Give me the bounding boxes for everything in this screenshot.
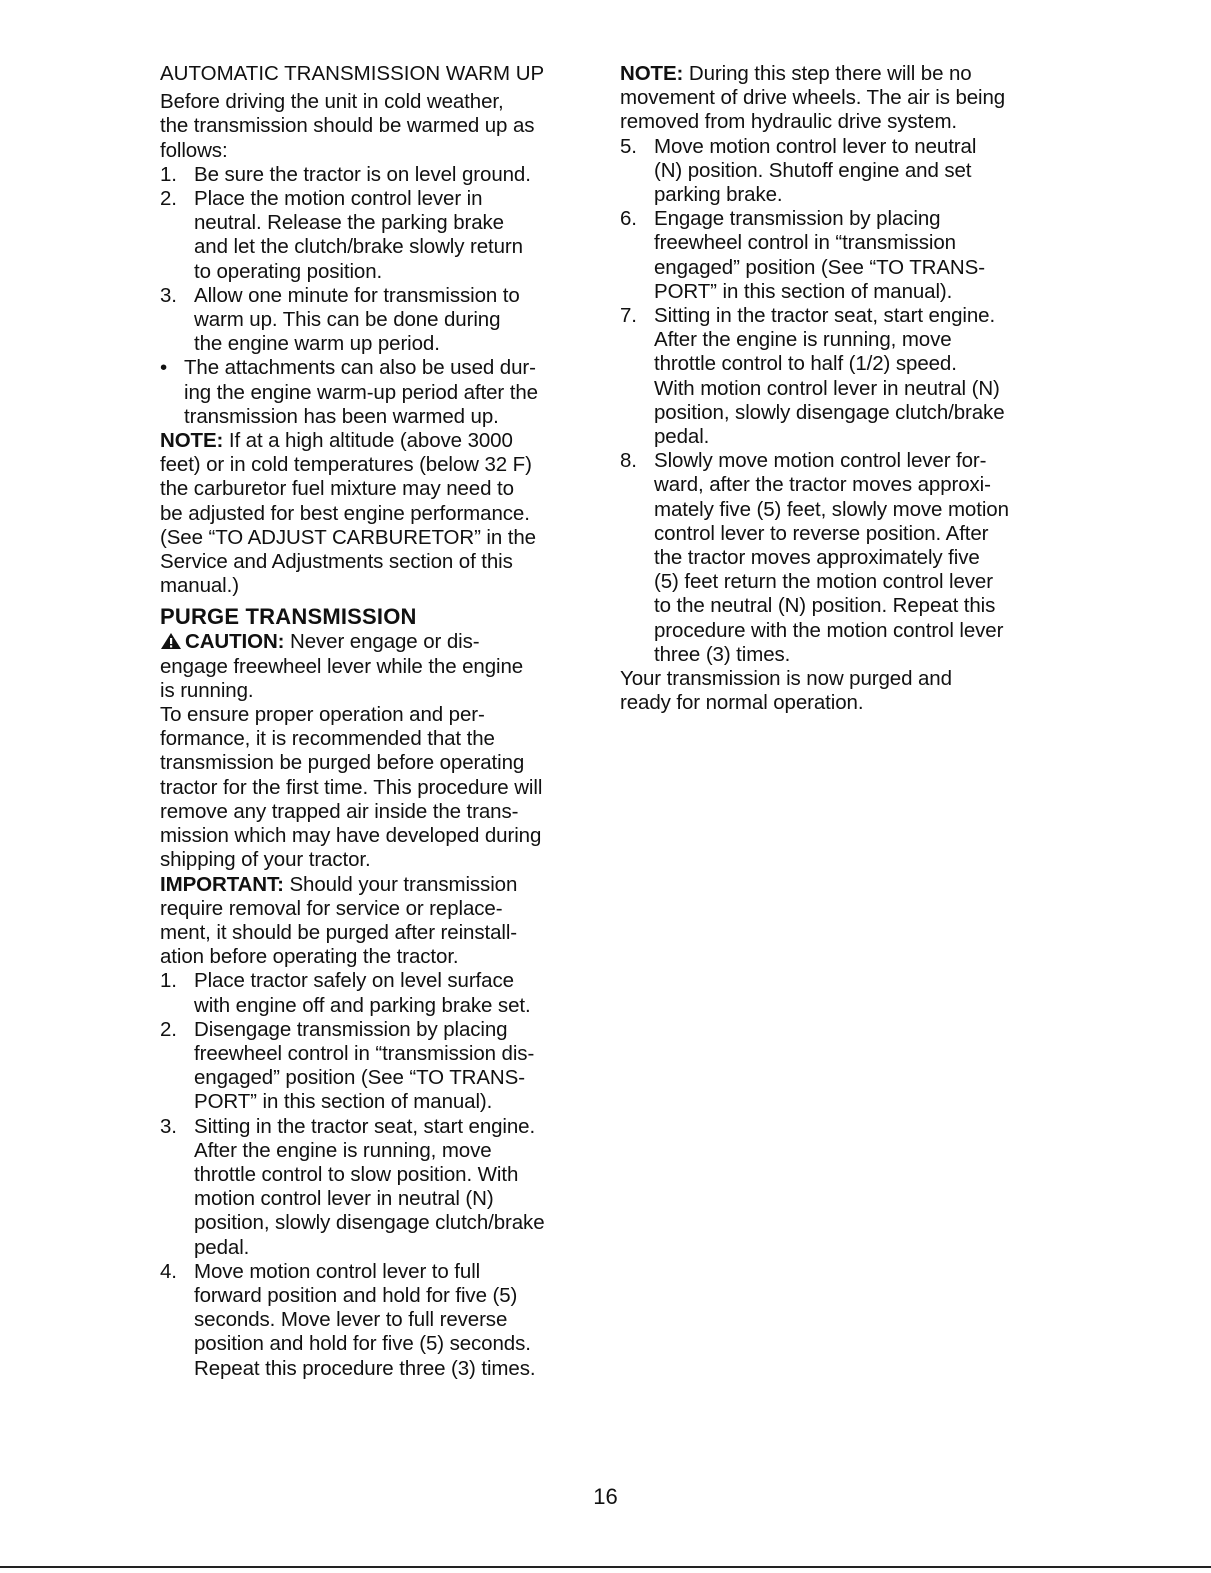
warmup-bullet xyxy=(160,356,590,429)
caution-block xyxy=(160,630,590,703)
step-number: 3. xyxy=(160,1114,177,1138)
purge-intro-line: remove any trapped air inside the trans- xyxy=(160,799,519,823)
step-line: position and hold for five (5) seconds. xyxy=(194,1332,531,1356)
warmup-title: AUTOMATIC TRANSMISSION WARM UP xyxy=(160,62,545,85)
caution-line: engage freewheel lever while the engine xyxy=(160,654,524,678)
purge-step-1 xyxy=(160,969,590,1017)
step-line: the tractor moves approximately five xyxy=(654,546,980,570)
step-line: PORT” in this section of manual). xyxy=(654,279,953,303)
step-line: After the engine is running, move xyxy=(654,328,952,352)
right-column xyxy=(620,62,1060,715)
step-line: freewheel control in “transmission xyxy=(654,231,956,255)
step-line: Be sure the tractor is on level ground. xyxy=(194,162,531,186)
note-line: Service and Adjustments section of this xyxy=(160,550,513,574)
note-text: If at a high altitude (above 3000 xyxy=(223,429,513,453)
note-first-line xyxy=(160,429,590,453)
step-line: (5) feet return the motion control lever xyxy=(654,570,993,594)
important-first-line xyxy=(160,873,590,897)
important-line: ation before operating the tractor. xyxy=(160,945,459,969)
purge-intro xyxy=(160,703,590,872)
step-line: with engine off and parking brake set. xyxy=(194,993,531,1017)
step-line: Slowly move motion control lever for- xyxy=(654,449,987,473)
caution-first-line xyxy=(160,630,590,654)
step-number: 1. xyxy=(160,162,177,186)
caution-text: Never engage or dis- xyxy=(284,630,480,654)
step-line: After the engine is running, move xyxy=(194,1138,492,1162)
warmup-intro-line: Before driving the unit in cold weather, xyxy=(160,90,504,114)
step-line: forward position and hold for five (5) xyxy=(194,1283,518,1307)
step-line: control lever to reverse position. After xyxy=(654,521,989,545)
caution-line: is running. xyxy=(160,678,254,702)
note-line: feet) or in cold temperatures (below 32 F) xyxy=(160,453,532,477)
step-line: parking brake. xyxy=(654,183,783,207)
note-line: (See “TO ADJUST CARBURETOR” in the xyxy=(160,525,536,549)
purge-step-2 xyxy=(160,1018,590,1115)
note-label: NOTE: xyxy=(620,62,684,85)
note-line: the carburetor fuel mixture may need to xyxy=(160,477,514,501)
step-line: three (3) times. xyxy=(654,642,791,666)
note-text: During this step there will be no xyxy=(683,62,972,85)
step-line: position, slowly disengage clutch/brake xyxy=(654,400,1005,424)
purge-intro-line: formance, it is recommended that the xyxy=(160,727,495,751)
closing-text xyxy=(620,667,1060,715)
step-line: (N) position. Shutoff engine and set xyxy=(654,158,972,182)
step-line: Allow one minute for transmission to xyxy=(194,283,520,307)
important-line: require removal for service or replace- xyxy=(160,896,503,920)
purge-intro-line: mission which may have developed during xyxy=(160,824,542,848)
step-line: Repeat this procedure three (3) times. xyxy=(194,1356,536,1380)
step-line: Place tractor safely on level surface xyxy=(194,969,514,993)
note-line: be adjusted for best engine performance. xyxy=(160,501,530,525)
note-line: removed from hydraulic drive system. xyxy=(620,110,958,134)
step-line: neutral. Release the parking brake xyxy=(194,211,504,235)
note-first-line xyxy=(620,62,1060,86)
important-line: ment, it should be purged after reinstall- xyxy=(160,920,518,944)
warmup-step-2 xyxy=(160,187,590,284)
note-label: NOTE: xyxy=(160,429,224,453)
step-line: With motion control lever in neutral (N) xyxy=(654,376,1000,400)
note-line: manual.) xyxy=(160,574,239,598)
step-line: freewheel control in “transmission dis- xyxy=(194,1041,535,1065)
closing-line: ready for normal operation. xyxy=(620,691,864,715)
step-line: motion control lever in neutral (N) xyxy=(194,1187,494,1211)
warning-triangle-icon xyxy=(160,632,182,650)
step-line: Sitting in the tractor seat, start engine. xyxy=(654,304,996,328)
step-line: engaged” position (See “TO TRANS- xyxy=(194,1066,525,1090)
closing-line: Your transmission is now purged and xyxy=(620,667,952,691)
purge-intro-line: transmission be purged before operating xyxy=(160,751,525,775)
step-line: Move motion control lever to neutral xyxy=(654,134,977,158)
purge-step-5 xyxy=(620,135,1060,208)
step-line: throttle control to half (1/2) speed. xyxy=(654,352,957,376)
note-no-movement xyxy=(620,62,1060,135)
purge-title: PURGE TRANSMISSION xyxy=(160,604,417,630)
caution-label: CAUTION: xyxy=(185,630,285,654)
purge-step-3 xyxy=(160,1115,590,1260)
warmup-intro-line: follows: xyxy=(160,138,228,162)
important-label: IMPORTANT: xyxy=(160,872,284,896)
important-text: Should your transmission xyxy=(283,872,518,896)
step-number: 4. xyxy=(160,1259,177,1283)
step-line: Engage transmission by placing xyxy=(654,207,941,231)
step-line: warm up. This can be done during xyxy=(194,308,501,332)
step-line: pedal. xyxy=(194,1235,250,1259)
purge-intro-line: tractor for the first time. This procedure will xyxy=(160,775,543,799)
step-line: Move motion control lever to full xyxy=(194,1259,481,1283)
step-line: throttle control to slow position. With xyxy=(194,1162,519,1186)
bullet-line: ing the engine warm-up period after the xyxy=(184,380,538,404)
purge-step-4 xyxy=(160,1260,590,1381)
step-line: PORT” in this section of manual). xyxy=(194,1090,493,1114)
step-line: to the neutral (N) position. Repeat this xyxy=(654,594,996,618)
step-line: to operating position. xyxy=(194,259,383,283)
note-altitude xyxy=(160,429,590,598)
left-column xyxy=(160,62,590,1381)
step-number: 3. xyxy=(160,283,177,307)
purge-step-8 xyxy=(620,449,1060,667)
warmup-step-1 xyxy=(160,163,590,187)
purge-intro-line: To ensure proper operation and per- xyxy=(160,703,485,727)
purge-step-7 xyxy=(620,304,1060,449)
step-line: Sitting in the tractor seat, start engine. xyxy=(194,1114,536,1138)
step-line: Disengage transmission by placing xyxy=(194,1017,508,1041)
warmup-intro-line: the transmission should be warmed up as xyxy=(160,114,535,138)
step-number: 2. xyxy=(160,187,177,211)
step-line: position, slowly disengage clutch/brake xyxy=(194,1211,545,1235)
purge-step-6 xyxy=(620,207,1060,304)
step-line: ward, after the tractor moves approxi- xyxy=(654,473,991,497)
step-number: 6. xyxy=(620,207,637,231)
step-line: pedal. xyxy=(654,425,710,449)
step-number: 1. xyxy=(160,969,177,993)
step-line: and let the clutch/brake slowly return xyxy=(194,235,523,259)
purge-intro-line: shipping of your tractor. xyxy=(160,848,371,872)
step-number: 5. xyxy=(620,134,637,158)
step-line: mately five (5) feet, slowly move motion xyxy=(654,497,1009,521)
bullet-line: transmission has been warmed up. xyxy=(184,404,499,428)
page-number: 16 xyxy=(593,1484,618,1509)
step-line: seconds. Move lever to full reverse xyxy=(194,1308,508,1332)
step-line: engaged” position (See “TO TRANS- xyxy=(654,255,985,279)
step-line: the engine warm up period. xyxy=(194,332,440,356)
bullet-symbol: • xyxy=(160,356,168,380)
warmup-step-3 xyxy=(160,284,590,357)
step-number: 7. xyxy=(620,304,637,328)
important-block xyxy=(160,873,590,970)
step-number: 2. xyxy=(160,1017,177,1041)
step-number: 8. xyxy=(620,449,637,473)
bottom-rule xyxy=(0,1566,1211,1568)
warmup-intro xyxy=(160,90,590,163)
step-line: Place the motion control lever in xyxy=(194,187,483,211)
note-line: movement of drive wheels. The air is being xyxy=(620,86,1006,110)
bullet-line: The attachments can also be used dur- xyxy=(184,356,536,380)
step-line: procedure with the motion control lever xyxy=(654,618,1004,642)
